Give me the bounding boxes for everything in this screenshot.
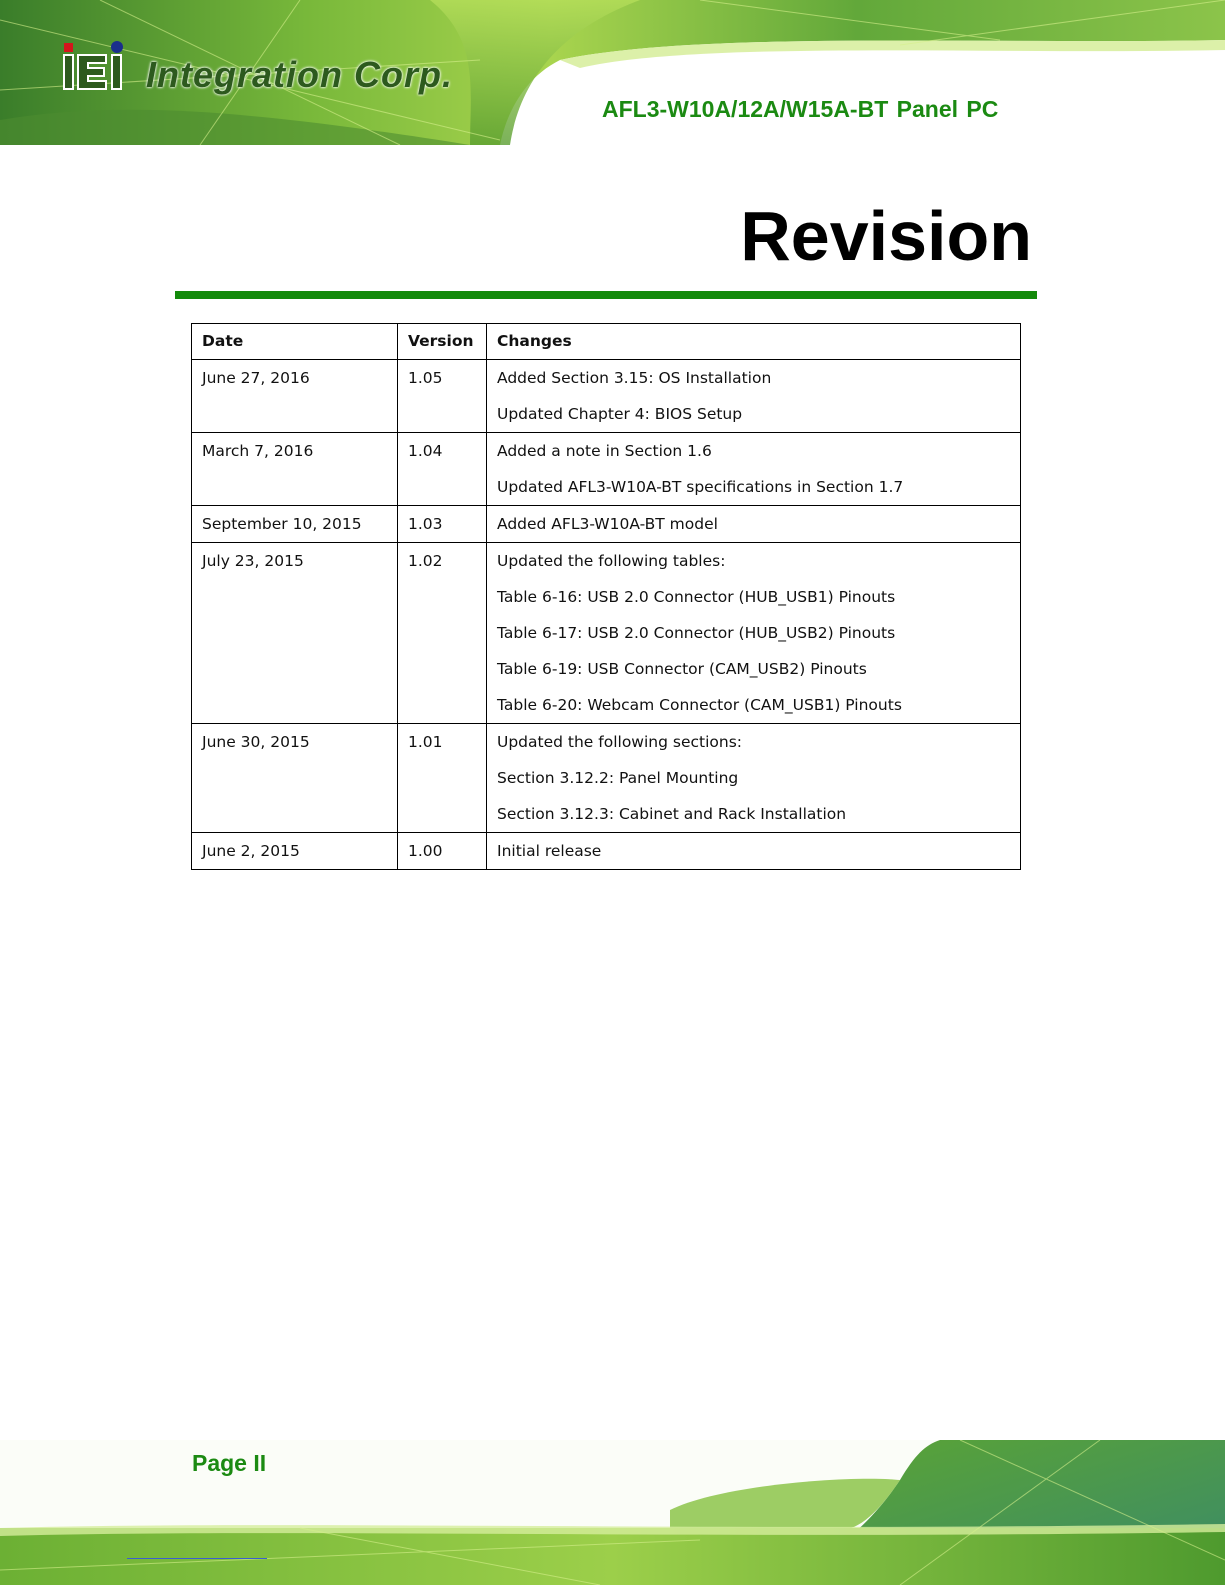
change-item: Table 6-19: USB Connector (CAM_USB2) Pinouts xyxy=(497,660,867,678)
row-version: 1.05 xyxy=(398,360,487,433)
row-version: 1.02 xyxy=(398,543,487,724)
table-row xyxy=(192,360,1021,433)
row-version: 1.00 xyxy=(398,833,487,870)
row-changes xyxy=(487,724,1021,833)
change-item: Updated the following tables: xyxy=(497,552,726,570)
row-changes xyxy=(487,506,1021,543)
iei-logo-icon xyxy=(62,41,142,99)
change-item: Initial release xyxy=(497,842,602,860)
table-row xyxy=(192,833,1021,870)
logo-text: Integration Corp. xyxy=(146,54,453,95)
row-date: September 10, 2015 xyxy=(192,506,398,543)
footer-banner xyxy=(0,1440,1225,1585)
change-item: Added a note in Section 1.6 xyxy=(497,442,712,460)
page-number: Page II xyxy=(192,1450,267,1476)
change-item: Section 3.12.2: Panel Mounting xyxy=(497,769,739,787)
change-item: Table 6-16: USB 2.0 Connector (HUB_USB1) Pinouts xyxy=(497,588,896,606)
row-version: 1.01 xyxy=(398,724,487,833)
change-item: Updated Chapter 4: BIOS Setup xyxy=(497,405,743,423)
change-item: Section 3.12.3: Cabinet and Rack Installation xyxy=(497,805,847,823)
row-changes xyxy=(487,433,1021,506)
change-item: Table 6-17: USB 2.0 Connector (HUB_USB2) Pinouts xyxy=(497,624,896,642)
column-header-changes: Changes xyxy=(487,324,1021,360)
iei-logo xyxy=(62,40,453,100)
table-row xyxy=(192,724,1021,833)
row-version: 1.04 xyxy=(398,433,487,506)
table-row xyxy=(192,543,1021,724)
table-header-row xyxy=(192,324,1021,360)
heading-divider xyxy=(175,291,1037,299)
row-date: March 7, 2016 xyxy=(192,433,398,506)
table-row xyxy=(192,433,1021,506)
row-version: 1.03 xyxy=(398,506,487,543)
column-header-version: Version xyxy=(398,324,487,360)
row-changes xyxy=(487,360,1021,433)
change-item: Added Section 3.15: OS Installation xyxy=(497,369,772,387)
revision-table xyxy=(191,323,1021,870)
row-changes xyxy=(487,833,1021,870)
change-item: Table 6-20: Webcam Connector (CAM_USB1) Pinouts xyxy=(497,696,902,714)
table-row xyxy=(192,506,1021,543)
page-title: Revision xyxy=(740,197,1032,275)
row-changes xyxy=(487,543,1021,724)
change-item: Added AFL3-W10A-BT model xyxy=(497,515,718,533)
footer-graphic xyxy=(0,1440,1225,1585)
iei-logo-mark xyxy=(62,41,142,99)
header-banner xyxy=(0,0,1225,145)
column-header-date: Date xyxy=(192,324,398,360)
footer-link-underline xyxy=(127,1558,267,1559)
change-item: Updated AFL3-W10A-BT specifications in Section 1.7 xyxy=(497,478,904,496)
row-date: June 30, 2015 xyxy=(192,724,398,833)
change-item: Updated the following sections: xyxy=(497,733,742,751)
row-date: June 2, 2015 xyxy=(192,833,398,870)
row-date: June 27, 2016 xyxy=(192,360,398,433)
product-title: AFL3-W10A/12A/W15A-BT Panel PC xyxy=(602,96,999,122)
row-date: July 23, 2015 xyxy=(192,543,398,724)
